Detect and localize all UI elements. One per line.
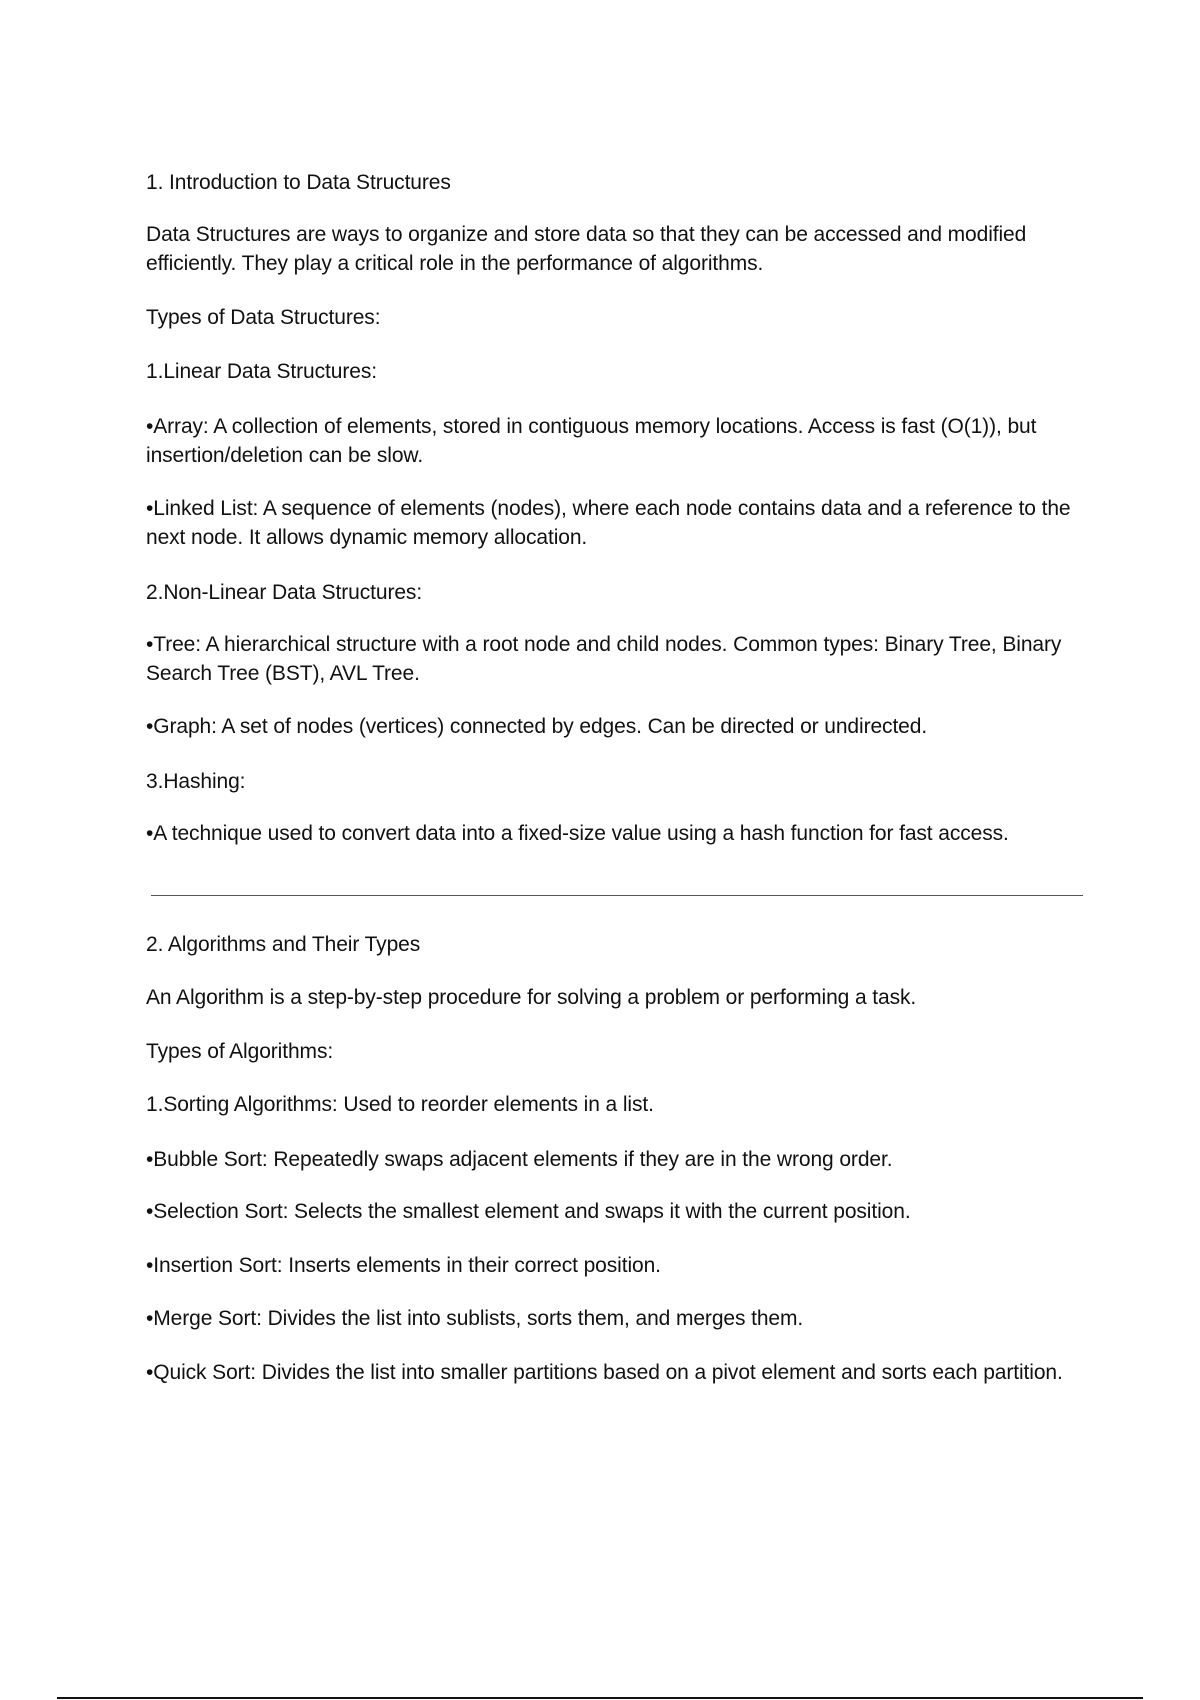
section2-heading: 2. Algorithms and Their Types bbox=[146, 933, 421, 956]
merge-sort-item: •Merge Sort: Divides the list into sublists, sorts them, and merges them. bbox=[146, 1307, 804, 1330]
insertion-sort-item: •Insertion Sort: Inserts elements in their correct position. bbox=[146, 1254, 661, 1277]
array-item: •Array: A collection of elements, stored in contiguous memory locations. Access is fast (O(1)), but insertion/deletion can be slow. bbox=[146, 415, 1037, 467]
selection-sort-item: •Selection Sort: Selects the smallest element and swaps it with the current position. bbox=[146, 1200, 911, 1223]
graph-item: •Graph: A set of nodes (vertices) connected by edges. Can be directed or undirected. bbox=[146, 715, 928, 738]
section1-types-label: Types of Data Structures: bbox=[146, 306, 381, 329]
linear-heading: 1.Linear Data Structures: bbox=[146, 360, 377, 383]
section1-intro: Data Structures are ways to organize and store data so that they can be accessed and modified efficiently. They play a critical role in the performance of algorithms. bbox=[146, 223, 1027, 275]
hashing-item: •A technique used to convert data into a fixed-size value using a hash function for fast access. bbox=[146, 822, 1009, 845]
nonlinear-heading: 2.Non-Linear Data Structures: bbox=[146, 581, 423, 604]
bubble-sort-item: •Bubble Sort: Repeatedly swaps adjacent elements if they are in the wrong order. bbox=[146, 1148, 893, 1171]
hashing-heading: 3.Hashing: bbox=[146, 770, 246, 793]
tree-item: •Tree: A hierarchical structure with a root node and child nodes. Common types: Binary Tree, Binary Search Tree (BST), AVL Tree. bbox=[146, 633, 1062, 685]
page-bottom-border bbox=[57, 1697, 1143, 1699]
section2-intro: An Algorithm is a step-by-step procedure for solving a problem or performing a task. bbox=[146, 986, 917, 1009]
section1-heading: 1. Introduction to Data Structures bbox=[146, 171, 451, 194]
linked-list-item: •Linked List: A sequence of elements (nodes), where each node contains data and a reference to the next node. It allows dynamic memory allocation. bbox=[146, 497, 1071, 549]
section-divider bbox=[151, 895, 1083, 896]
section2-types-label: Types of Algorithms: bbox=[146, 1040, 334, 1063]
quick-sort-item: •Quick Sort: Divides the list into smaller partitions based on a pivot element and sorts each partition. bbox=[146, 1361, 1063, 1384]
sorting-heading: 1.Sorting Algorithms: Used to reorder elements in a list. bbox=[146, 1093, 654, 1116]
